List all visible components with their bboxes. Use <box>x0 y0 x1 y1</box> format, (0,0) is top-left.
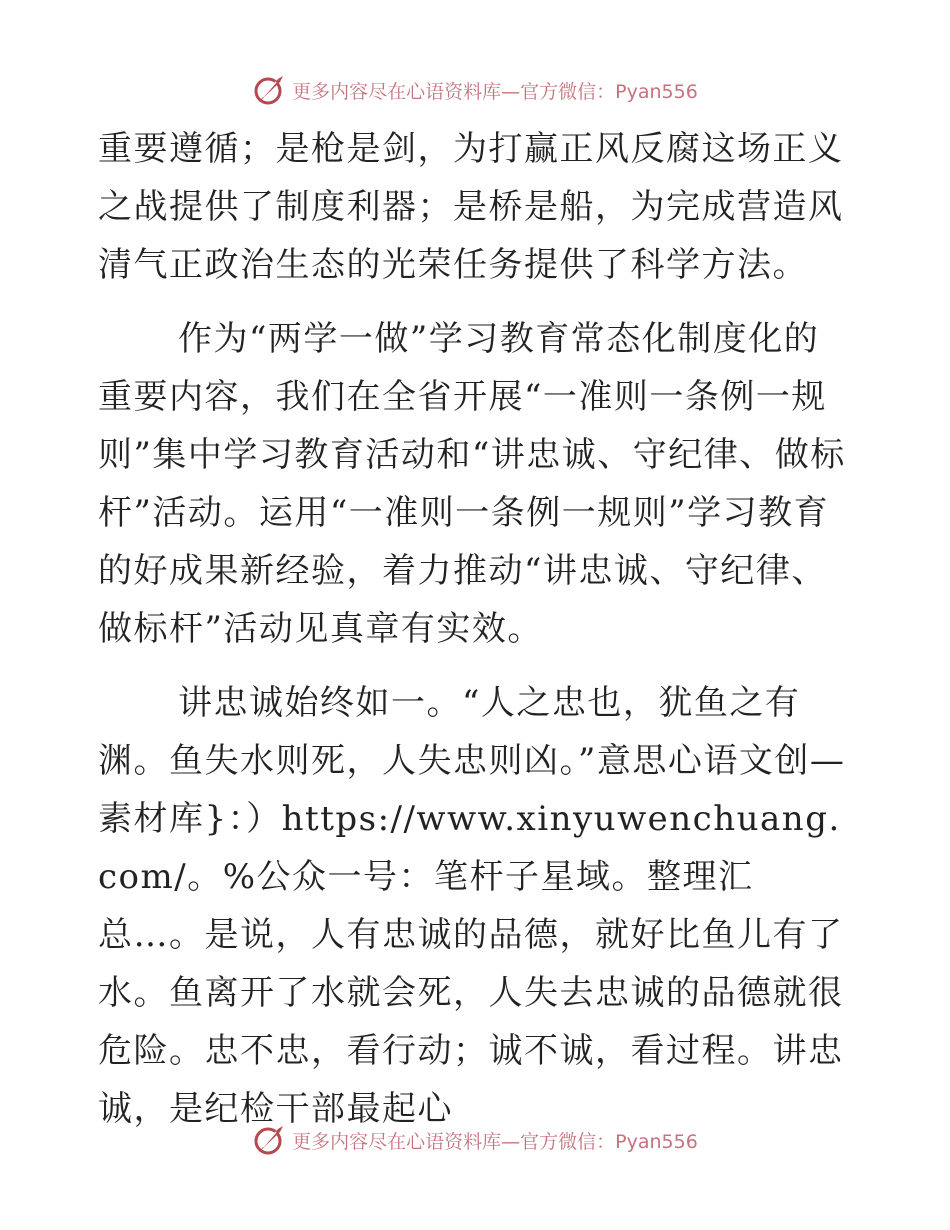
document-body <box>98 120 850 1154</box>
watermark-text: 更多内容尽在心语资料库—官方微信：Pyan556 <box>292 1130 698 1153</box>
paragraph-education: 作为“两学一做”学习教育常态化制度化的重要内容，我们在全省开展“一准则一条例一规则”集中学习教育活动和“讲忠诚、守纪律、做标杆”活动。运用“一准则一条例一规则”学习教育的好成果新经验，着力推动“讲忠诚、守纪律、做标杆”活动见真章有实效。 <box>98 319 846 649</box>
watermark-text: 更多内容尽在心语资料库—官方微信：Pyan556 <box>292 80 698 103</box>
quill-logo-icon <box>252 1123 286 1157</box>
paragraph-continuation: 重要遵循；是枪是剑，为打赢正风反腐这场正义之战提供了制度利器；是桥是船，为完成营造风清气正政治生态的光荣任务提供了科学方法。 <box>98 129 844 285</box>
footer-watermark-banner <box>0 1120 950 1160</box>
header-watermark-banner <box>0 70 950 110</box>
paragraph-loyalty: 讲忠诚始终如一。“人之忠也，犹鱼之有渊。鱼失水则死，人失忠则凶。”意思心语文创—素材库}：）https://www.xinyuwenchuang.com/。%公众一号：笔杆子星域。整理汇总…。是说，人有忠诚的品德，就好比鱼儿有了水。鱼离开了水就会死，人失去忠诚的品德就很危险。忠不忠，看行动；诚不诚，看过程。讲忠诚，是纪检干部最起心 <box>98 683 846 1129</box>
quill-logo-icon <box>252 73 286 107</box>
